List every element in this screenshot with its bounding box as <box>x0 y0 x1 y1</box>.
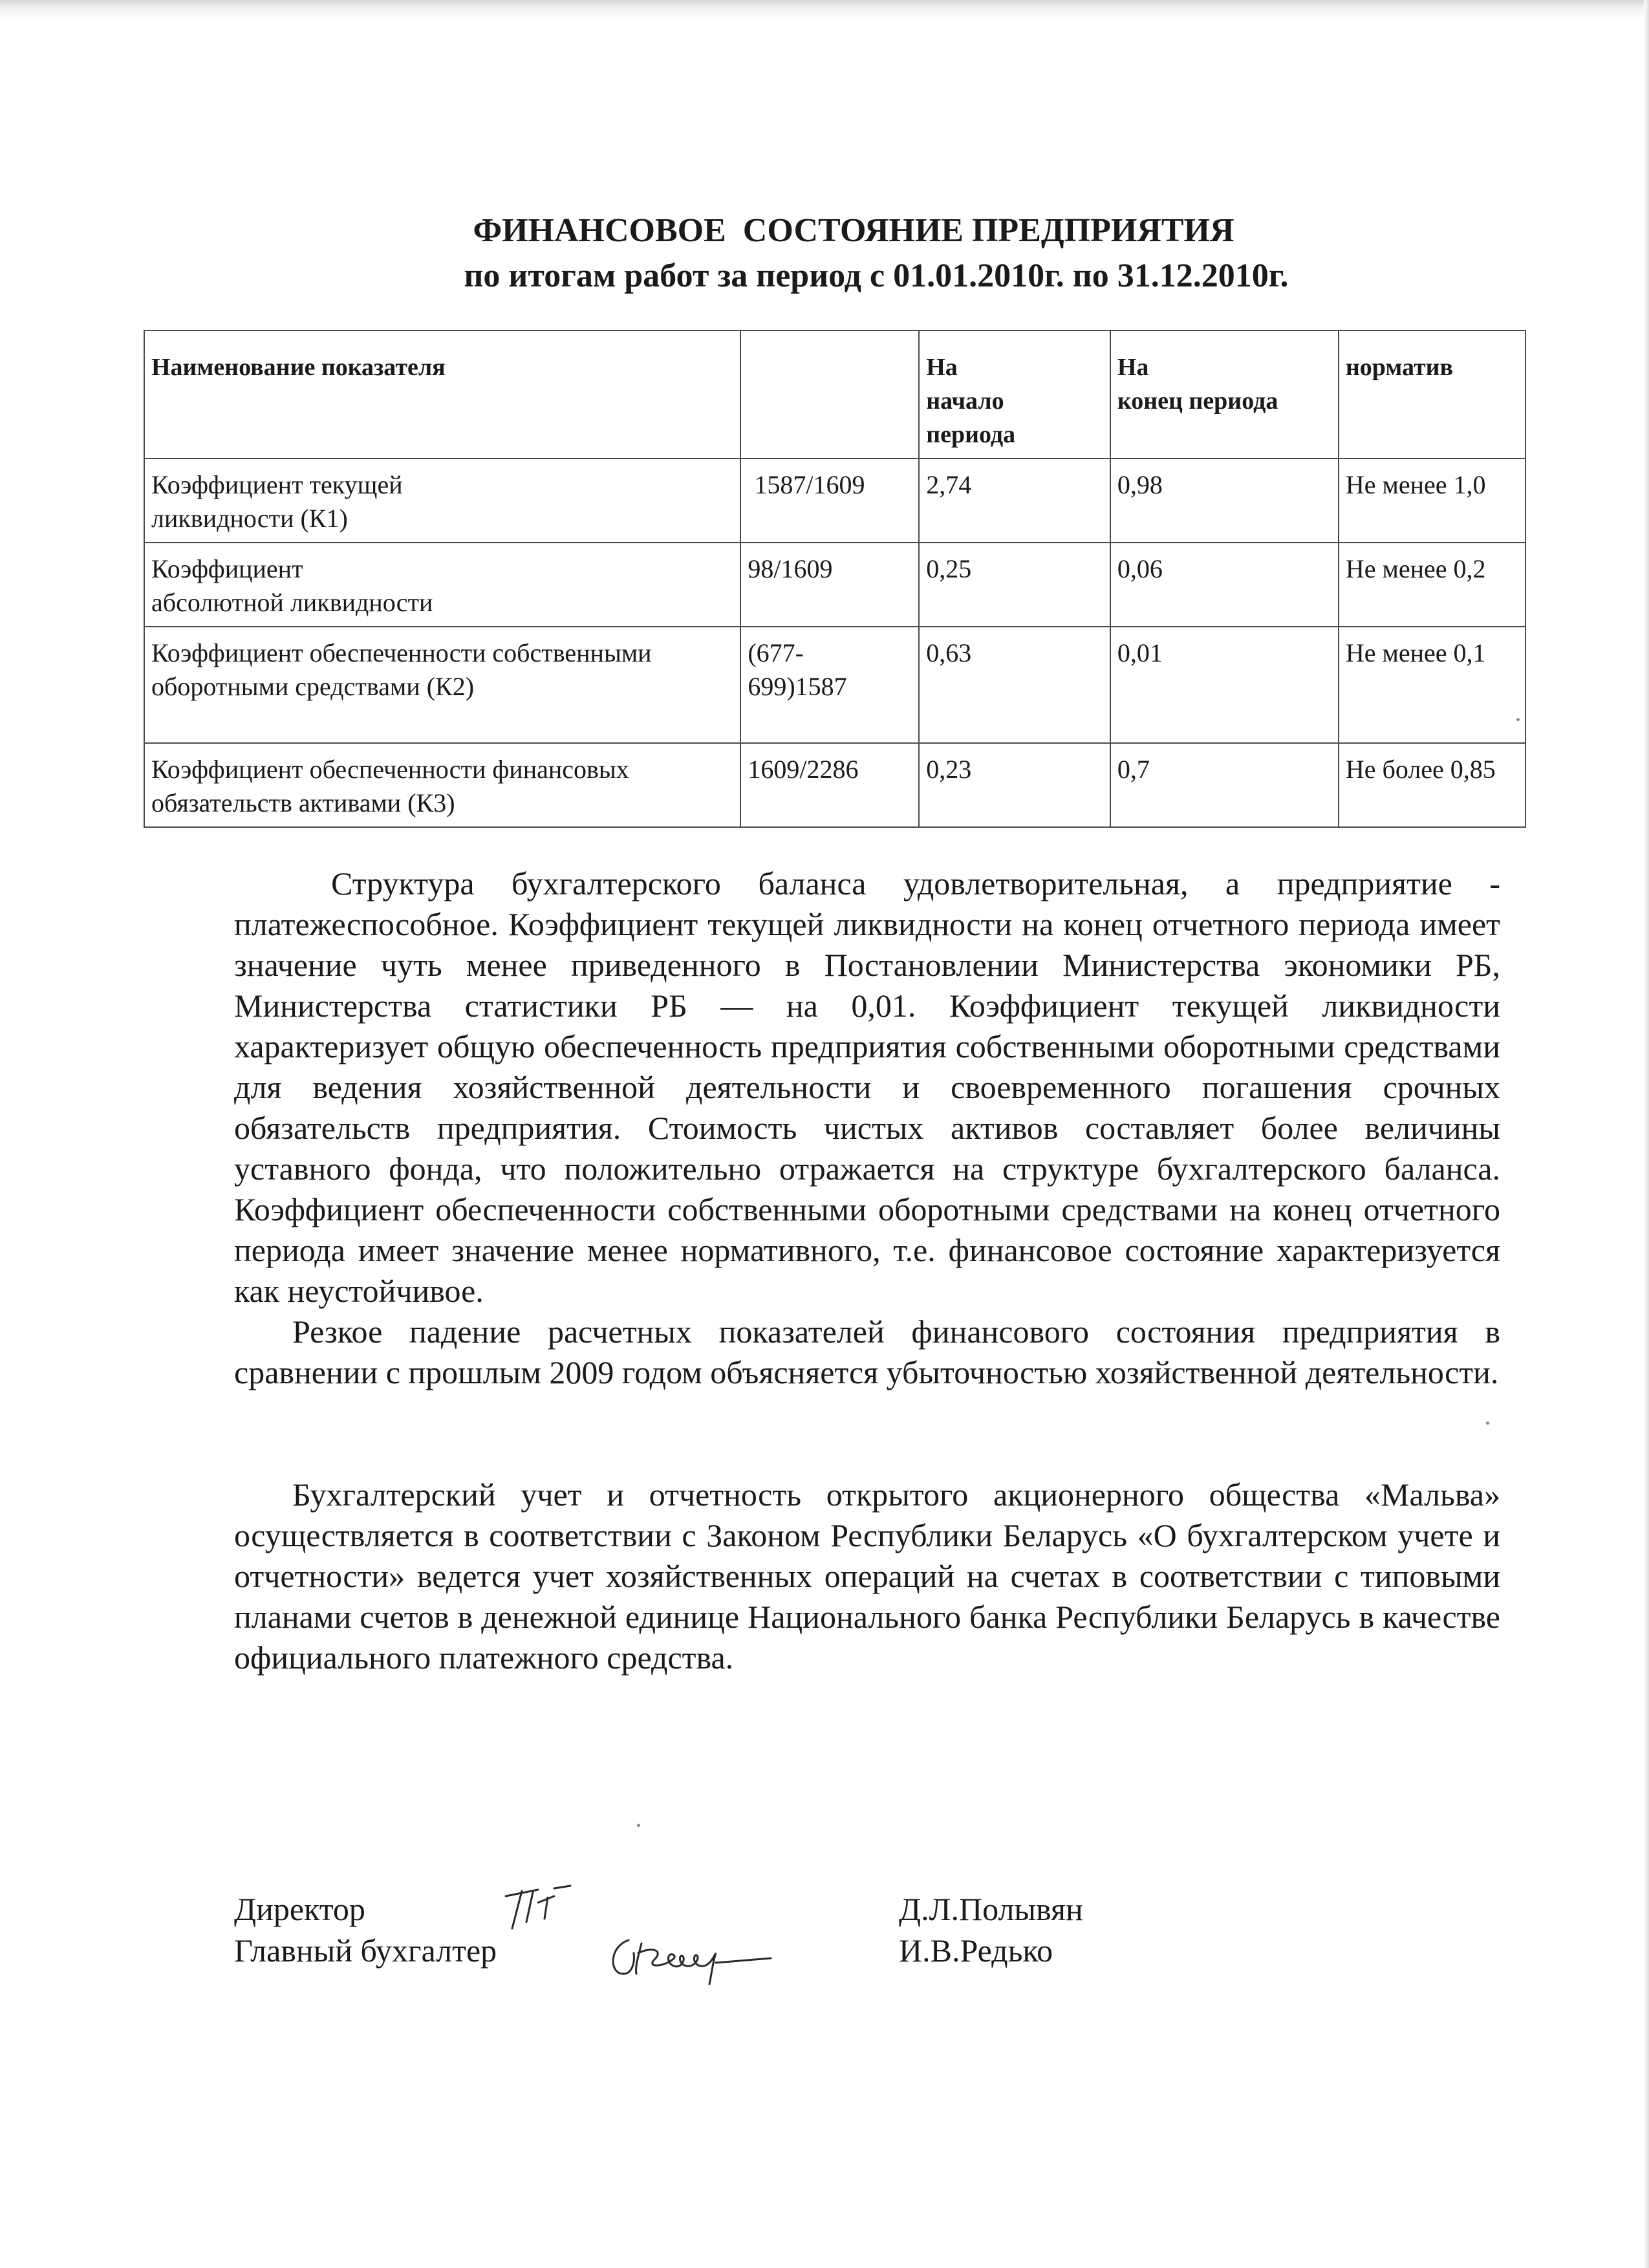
header-period-start: На начало периода <box>919 330 1110 459</box>
row-value-end: 0,98 <box>1110 459 1339 543</box>
document-title <box>0 208 1649 299</box>
document-body <box>234 863 1500 1678</box>
header-period-end: На конец периода <box>1110 330 1339 459</box>
signature-row-director <box>234 1888 1463 1930</box>
signature-row-accountant <box>234 1930 1463 1971</box>
row-value-end: 0,7 <box>1110 743 1339 827</box>
director-title: Директор <box>234 1891 365 1927</box>
accountant-name: И.В.Редько <box>899 1932 1053 1969</box>
row-value-start: 0,63 <box>919 627 1110 743</box>
accountant-title: Главный бухгалтер <box>234 1932 497 1969</box>
row-indicator-name: Коэффициент абсолютной ликвидности <box>144 543 740 627</box>
scan-speck <box>1486 1421 1489 1425</box>
financial-indicators-table <box>144 330 1526 828</box>
row-value-start: 2,74 <box>919 459 1110 543</box>
row-formula: (677- 699)1587 <box>740 627 919 743</box>
row-formula: 98/1609 <box>740 543 919 627</box>
table-row <box>144 743 1525 827</box>
scan-right-edge <box>1644 0 1649 2268</box>
accountant-signature-icon <box>603 1927 797 1985</box>
table-row <box>144 627 1525 743</box>
paragraph-balance-structure: Структура бухгалтерского баланса удовлетворительная, а предприятие - платежеспособное. Коэффициент текущей ликвидности на конец отчетного периода имеет значение чуть менее приведенного в Постановлении Министерства экономики РБ, Министерства статистики РБ — на 0,01. Коэффициент текущей ликвидности характеризует общую обеспеченность предприятия собственными оборотными средствами для ведения хозяйственной деятельности и своевременного погашения срочных обязательств предприятия. Стоимость чистых активов составляет более величины уставного фонда, что положительно отражается на структуре бухгалтерского баланса. Коэффициент обеспеченности собственными оборотными средствами на конец отчетного периода имеет значение менее нормативного, т.е. финансовое состояние характеризуется как неустойчивое. <box>234 865 1500 1309</box>
row-indicator-name: Коэффициент обеспеченности собственными оборотными средствами (К2) <box>144 627 740 743</box>
row-norm: Не более 0,85 <box>1339 743 1525 827</box>
paragraph-accounting-policy: Бухгалтерский учет и отчетность открытого акционерного общества «Мальва» осуществляется в соответствии с Законом Республики Беларусь «О бухгалтерском учете и отчетности» ведется учет хозяйственных операций на счетах в соответствии с типовыми планами счетов в денежной единице Национального банка Республики Беларусь в качестве официального платежного средства. <box>234 1476 1500 1676</box>
row-value-start: 0,25 <box>919 543 1110 627</box>
header-norm: норматив <box>1339 330 1525 459</box>
row-indicator-name: Коэффициент текущей ликвидности (К1) <box>144 459 740 543</box>
row-formula: 1609/2286 <box>740 743 919 827</box>
paragraph-decline-explanation: Резкое падение расчетных показателей финансового состояния предприятия в сравнении с прошлым 2009 годом объясняется убыточностью хозяйственной деятельности. <box>234 1313 1500 1390</box>
row-norm: Не менее 0,1 <box>1339 627 1525 743</box>
scan-top-edge <box>0 0 1649 19</box>
row-indicator-name: Коэффициент обеспеченности финансовых обязательств активами (К3) <box>144 743 740 827</box>
scan-speck <box>1516 718 1520 721</box>
row-norm: Не менее 0,2 <box>1339 543 1525 627</box>
table-header-row <box>144 330 1525 459</box>
row-value-end: 0,06 <box>1110 543 1339 627</box>
signature-block <box>234 1888 1463 1971</box>
title-line-1: ФИНАНСОВОЕ СОСТОЯНИЕ ПРЕДПРИЯТИЯ <box>473 212 1234 249</box>
row-formula: 1587/1609 <box>740 459 919 543</box>
header-indicator-name: Наименование показателя <box>144 330 740 459</box>
table-row <box>144 543 1525 627</box>
director-name: Д.Л.Полывян <box>899 1891 1083 1927</box>
scan-speck <box>637 1824 640 1827</box>
row-value-start: 0,23 <box>919 743 1110 827</box>
table-row <box>144 459 1525 543</box>
row-norm: Не менее 1,0 <box>1339 459 1525 543</box>
header-formula <box>740 330 919 459</box>
director-signature-icon <box>493 1877 583 1935</box>
row-value-end: 0,01 <box>1110 627 1339 743</box>
title-line-2: по итогам работ за период с 01.01.2010г. по 31.12.2010г. <box>464 257 1289 294</box>
